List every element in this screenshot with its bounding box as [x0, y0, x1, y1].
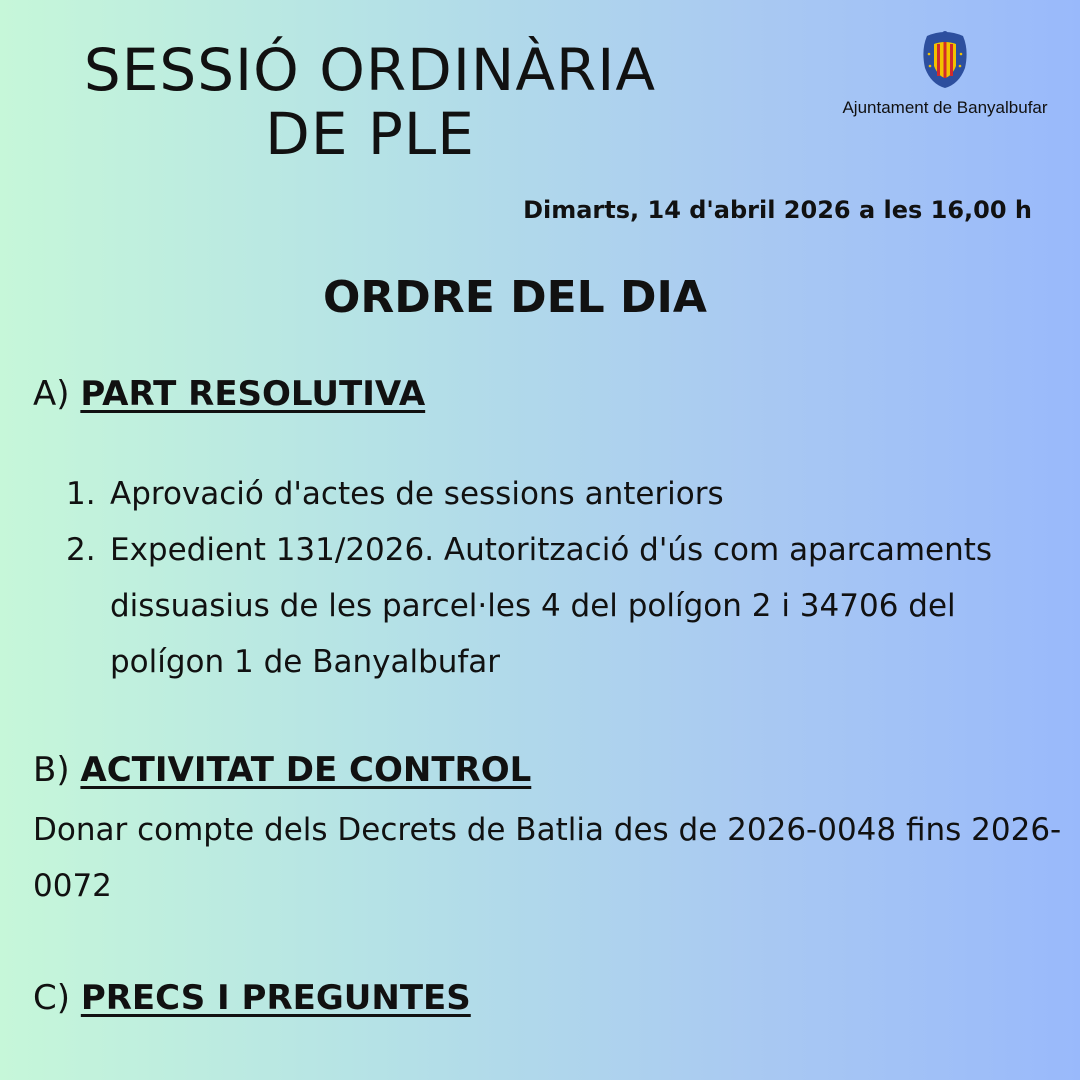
item-text: Aprovació d'actes de sessions anteriors — [110, 476, 724, 512]
title-line-2: DE PLE — [265, 100, 475, 168]
item-number: 1. — [66, 476, 96, 512]
item-text: Expedient 131/2026. Autorització d'ús com aparcaments dissuasius de les parcel·les 4 del polígon 2 i 34706 del polígon 1 de Banyalbufar — [110, 532, 993, 680]
section-b-text: Donar compte dels Decrets de Batlia des de 2026-0048 fins 2026-0072 — [33, 812, 1062, 904]
page-title — [60, 38, 680, 166]
title-line-1: SESSIÓ ORDINÀRIA — [83, 36, 657, 104]
item-number: 2. — [66, 532, 96, 568]
municipal-logo — [840, 30, 1050, 118]
section-b-heading — [33, 750, 531, 790]
coat-of-arms-icon — [919, 30, 971, 90]
section-b-letter: B) — [33, 750, 70, 790]
section-a-title: PART RESOLUTIVA — [80, 374, 426, 414]
section-a-items — [66, 466, 1056, 690]
section-c-title: PRECS I PREGUNTES — [80, 978, 471, 1018]
list-item — [66, 522, 1056, 690]
section-a-heading — [33, 374, 425, 414]
agenda-title: ORDRE DEL DIA — [323, 272, 707, 323]
logo-text: Ajuntament de Banyalbufar — [842, 98, 1048, 117]
session-date: Dimarts, 14 d'abril 2026 a les 16,00 h — [523, 196, 1032, 224]
section-c-heading — [33, 978, 471, 1018]
section-a-letter: A) — [33, 374, 70, 414]
section-c-letter: C) — [33, 978, 71, 1018]
section-b-title: ACTIVITAT DE CONTROL — [80, 750, 532, 790]
list-item — [66, 466, 1056, 522]
